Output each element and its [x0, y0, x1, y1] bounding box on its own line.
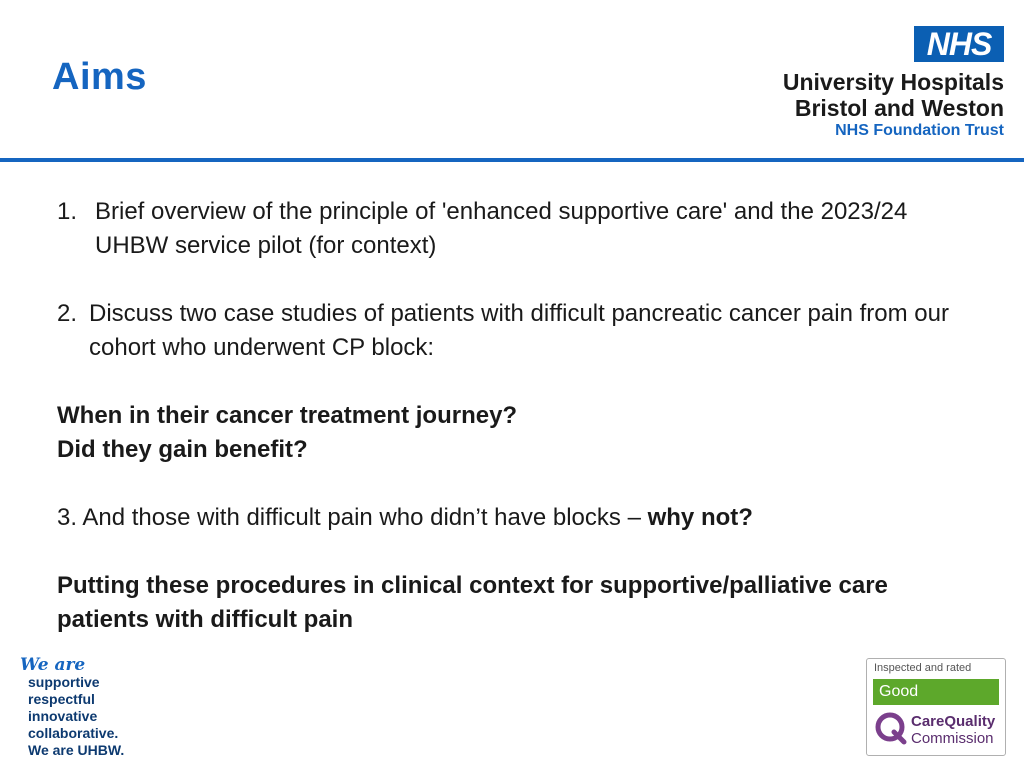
cqc-inspected-label: Inspected and rated	[874, 662, 972, 674]
aim-number-2: 2.	[57, 300, 78, 327]
slide-body	[57, 195, 957, 637]
trust-name-line3: NHS Foundation Trust	[835, 122, 1004, 139]
value-line: innovative	[28, 708, 98, 724]
value-line: We are UHBW.	[28, 742, 125, 758]
question-2: Did they gain benefit?	[57, 436, 308, 463]
aim-text-1: Brief overview of the principle of 'enhanced supportive care' and the 2023/24 UHBW service pilot (for context)	[95, 198, 908, 259]
aim-number-1: 1.	[57, 198, 78, 225]
cqc-rating-badge	[866, 658, 1006, 756]
trust-name-line2: Bristol and Weston	[794, 95, 1004, 121]
cqc-name-line1: CareQuality	[911, 713, 996, 730]
aim-text-3-emphasis: why not?	[647, 504, 753, 531]
value-line: respectful	[28, 691, 95, 707]
slide-title: Aims	[52, 56, 147, 98]
conclusion: Putting these procedures in clinical context for supportive/palliative care patients with difficult pain	[57, 572, 888, 633]
values-block	[20, 656, 124, 759]
cqc-q-icon	[874, 711, 908, 745]
nhs-logo	[914, 26, 1004, 62]
nhs-logo-text: NHS	[926, 26, 992, 62]
aim-item-1	[57, 195, 957, 263]
cqc-rating: Good	[873, 679, 999, 705]
aim-item-3	[57, 501, 957, 535]
values-heading: We are	[20, 655, 86, 675]
value-line: collaborative.	[28, 725, 119, 741]
aim-item-2	[57, 297, 957, 365]
question-1: When in their cancer treatment journey?	[57, 402, 518, 429]
trust-name-line1: University Hospitals	[782, 69, 1004, 95]
cqc-name-line2: Commission	[911, 730, 994, 747]
header-divider	[0, 158, 1024, 162]
aim-text-3: 3. And those with difficult pain who didn’t have blocks –	[57, 504, 648, 531]
aim-text-2: Discuss two case studies of patients with difficult pancreatic cancer pain from our cohort who underwent CP block:	[89, 300, 949, 361]
value-line: supportive	[28, 674, 100, 690]
